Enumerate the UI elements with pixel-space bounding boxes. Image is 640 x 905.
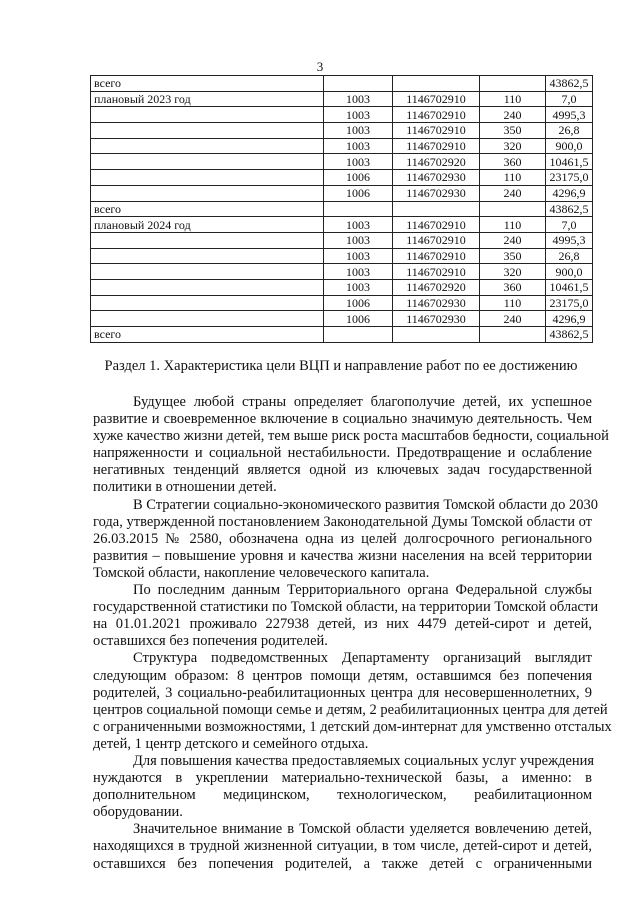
expense-type-cell	[480, 327, 546, 343]
amount-cell: 23175,0	[546, 170, 593, 186]
expense-type-cell: 240	[480, 311, 546, 327]
row-label-cell	[91, 123, 324, 139]
section-code-cell: 1003	[324, 154, 393, 170]
paragraph-line: находящихся в трудной жизненной ситуации, в том числе, детей-сирот и детей,	[93, 838, 592, 855]
row-label-cell	[91, 170, 324, 186]
row-label-cell	[91, 311, 324, 327]
paragraph-line: Значительное внимание в Томской области уделяется вовлечению детей,	[133, 821, 592, 838]
table-row	[91, 279, 593, 295]
amount-cell: 4995,3	[546, 107, 593, 123]
amount-cell: 10461,5	[546, 154, 593, 170]
section-code-cell: 1003	[324, 264, 393, 280]
paragraph-line: нуждаются в укреплении материально-технической базы, а именно: в	[93, 770, 592, 787]
row-label-cell	[91, 154, 324, 170]
row-label-cell	[91, 279, 324, 295]
section-code-cell: 1003	[324, 107, 393, 123]
paragraph-line: детей, 1 центр детского и семейного отдыха.	[93, 735, 369, 752]
paragraph-line: на 01.01.2021 проживало 227938 детей, из них 4479 детей-сирот и детей,	[93, 616, 592, 633]
row-label-cell	[91, 248, 324, 264]
table-row	[91, 170, 593, 186]
section-code-cell: 1006	[324, 170, 393, 186]
expense-type-cell: 240	[480, 107, 546, 123]
expense-type-cell: 320	[480, 138, 546, 154]
expense-type-cell: 240	[480, 185, 546, 201]
table-row	[91, 91, 593, 107]
expense-type-cell: 360	[480, 279, 546, 295]
row-label-cell: плановый 2024 год	[91, 217, 324, 233]
row-label-cell	[91, 138, 324, 154]
amount-cell: 4995,3	[546, 232, 593, 248]
target-code-cell: 1146702910	[393, 107, 480, 123]
amount-cell: 4296,9	[546, 185, 593, 201]
target-code-cell: 1146702930	[393, 170, 480, 186]
paragraph-line: с ограниченными возможностями, 1 детский дом-интернат для умственно отсталых	[93, 718, 612, 735]
row-label-cell	[91, 107, 324, 123]
expense-type-cell: 320	[480, 264, 546, 280]
amount-cell: 900,0	[546, 138, 593, 154]
paragraph-line: Структура подведомственных Департаменту организаций выглядит	[133, 650, 592, 667]
paragraph-line: центров социальной помощи семье и детям, 2 реабилитационных центра для детей	[93, 701, 608, 718]
paragraph-line: оставшихся без попечения родителей.	[93, 633, 328, 650]
target-code-cell: 1146702910	[393, 264, 480, 280]
budget-table	[90, 75, 593, 343]
row-label-cell	[91, 264, 324, 280]
table-row	[91, 201, 593, 217]
table-row	[91, 107, 593, 123]
target-code-cell: 1146702920	[393, 279, 480, 295]
section-code-cell: 1006	[324, 185, 393, 201]
amount-cell: 7,0	[546, 91, 593, 107]
expense-type-cell: 110	[480, 295, 546, 311]
table-row	[91, 311, 593, 327]
target-code-cell: 1146702910	[393, 123, 480, 139]
target-code-cell	[393, 76, 480, 92]
page-number: 3	[316, 59, 324, 74]
paragraph-line: Будущее любой страны определяет благополучие детей, их успешное	[133, 394, 592, 410]
section-code-cell: 1003	[324, 138, 393, 154]
expense-type-cell: 350	[480, 123, 546, 139]
table-row	[91, 248, 593, 264]
paragraph-line: оставшихся без попечения родителей, а также детей с ограниченными	[93, 855, 592, 872]
target-code-cell	[393, 327, 480, 343]
expense-type-cell: 110	[480, 217, 546, 233]
section-code-cell: 1003	[324, 91, 393, 107]
amount-cell: 4296,9	[546, 311, 593, 327]
section-code-cell	[324, 76, 393, 92]
target-code-cell	[393, 201, 480, 217]
paragraph-line: Для повышения качества предоставляемых социальных услуг учреждения	[133, 752, 595, 769]
section-code-cell: 1003	[324, 217, 393, 233]
target-code-cell: 1146702930	[393, 311, 480, 327]
paragraph-line: оборудовании.	[93, 804, 183, 821]
paragraph-line: негативных тенденций является одной из ключевых задач государственной	[93, 462, 592, 479]
row-label-cell: всего	[91, 76, 324, 92]
target-code-cell: 1146702930	[393, 295, 480, 311]
table-row	[91, 295, 593, 311]
amount-cell: 43862,5	[546, 76, 593, 92]
table-row	[91, 264, 593, 280]
paragraph-line: 26.03.2015 № 2580, обозначена одна из целей долгосрочного регионального	[93, 530, 592, 547]
paragraph-line: напряженности и социальной нестабильности. Предотвращение и ослабление	[93, 445, 592, 462]
section-heading: Раздел 1. Характеристика цели ВЦП и направление работ по ее достижению	[104, 358, 578, 374]
section-code-cell: 1006	[324, 295, 393, 311]
section-code-cell	[324, 327, 393, 343]
expense-type-cell: 110	[480, 91, 546, 107]
paragraph-line: государственной статистики по Томской области, на территории Томской области	[93, 599, 599, 616]
amount-cell: 26,8	[546, 248, 593, 264]
target-code-cell: 1146702910	[393, 248, 480, 264]
section-code-cell: 1006	[324, 311, 393, 327]
amount-cell: 10461,5	[546, 279, 593, 295]
target-code-cell: 1146702910	[393, 232, 480, 248]
paragraph	[93, 394, 609, 497]
target-code-cell: 1146702910	[393, 91, 480, 107]
table-row	[91, 232, 593, 248]
document-body	[93, 394, 612, 873]
paragraph-line: дополнительном медицинском, технологическом, реабилитационном	[93, 787, 592, 804]
table-row	[91, 327, 593, 343]
expense-type-cell	[480, 201, 546, 217]
paragraph	[93, 496, 598, 582]
expense-type-cell	[480, 76, 546, 92]
section-code-cell: 1003	[324, 279, 393, 295]
target-code-cell: 1146702910	[393, 138, 480, 154]
paragraph-line: года, утвержденной постановлением Законодательной Думы Томской области от	[93, 513, 592, 530]
paragraph-line: следующим образом: 8 центров помощи детям, оставшимся без попечения	[93, 667, 592, 684]
paragraph	[93, 752, 595, 821]
table-row	[91, 138, 593, 154]
paragraph	[93, 650, 612, 753]
section-code-cell: 1003	[324, 232, 393, 248]
paragraph-line: В Стратегии социально-экономического развития Томской области до 2030	[133, 496, 598, 513]
section-code-cell: 1003	[324, 123, 393, 139]
section-code-cell: 1003	[324, 248, 393, 264]
paragraph-line: развития – повышение уровня и качества жизни населения на всей территории	[93, 547, 592, 564]
amount-cell: 43862,5	[546, 201, 593, 217]
table-row	[91, 123, 593, 139]
section-code-cell	[324, 201, 393, 217]
paragraph	[93, 582, 599, 650]
row-label-cell: плановый 2023 год	[91, 91, 324, 107]
table-row	[91, 76, 593, 92]
paragraph-line: По последним данным Территориального органа Федеральной службы	[133, 582, 592, 599]
amount-cell: 900,0	[546, 264, 593, 280]
row-label-cell	[91, 185, 324, 201]
expense-type-cell: 360	[480, 154, 546, 170]
paragraph-line: Томской области, накопление человеческого капитала.	[93, 564, 430, 581]
expense-type-cell: 350	[480, 248, 546, 264]
amount-cell: 23175,0	[546, 295, 593, 311]
row-label-cell	[91, 232, 324, 248]
row-label-cell: всего	[91, 201, 324, 217]
amount-cell: 43862,5	[546, 327, 593, 343]
paragraph-line: родителей, 3 социально-реабилитационных центра для несовершеннолетних, 9	[93, 684, 592, 701]
table-row	[91, 185, 593, 201]
expense-type-cell: 240	[480, 232, 546, 248]
paragraph	[93, 821, 592, 872]
target-code-cell: 1146702910	[393, 217, 480, 233]
paragraph-line: политики в отношении детей.	[93, 479, 277, 496]
amount-cell: 26,8	[546, 123, 593, 139]
target-code-cell: 1146702930	[393, 185, 480, 201]
paragraph-line: развитие и своевременное включение в социально значимую деятельность. Чем	[93, 411, 592, 428]
table-row	[91, 154, 593, 170]
table-row	[91, 217, 593, 233]
amount-cell: 7,0	[546, 217, 593, 233]
target-code-cell: 1146702920	[393, 154, 480, 170]
row-label-cell: всего	[91, 327, 324, 343]
paragraph-line: хуже качество жизни детей, тем выше риск роста масштабов бедности, социальной	[93, 428, 609, 445]
row-label-cell	[91, 295, 324, 311]
expense-type-cell: 110	[480, 170, 546, 186]
